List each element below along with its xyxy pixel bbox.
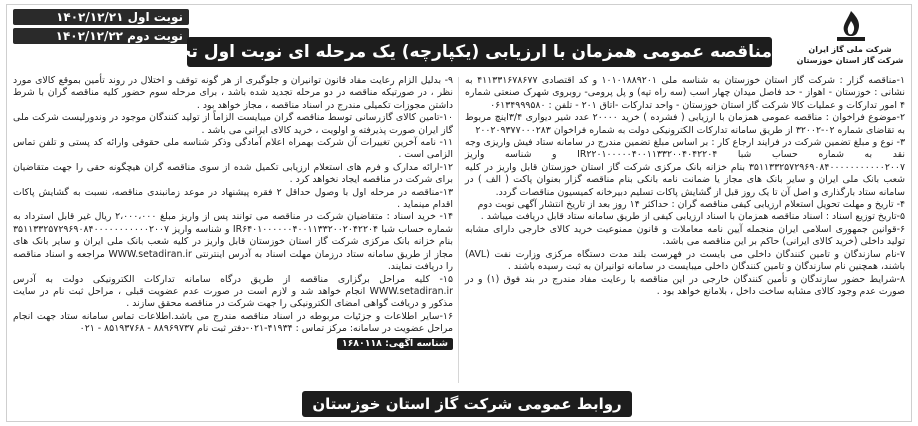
clause-4: ۴- تاریخ و مهلت تحویل استعلام ارزیابی کیفی مناقصه گران : حداکثر ۱۴ روز بعد از تاریخ انتشار آگهی نوبت دوم: [477, 199, 905, 211]
clause-5: ۵-تاریخ توزیع اسناد : اسناد مناقصه همزمان با اسناد ارزیابی کیفی از طریق سامانه ستاد قابل دریافت میباشد .: [480, 211, 905, 223]
first-turn-date: نوبت اول ۱۴۰۲/۱۲/۲۱: [13, 9, 189, 25]
notice-title: مناقصه عمومی همزمان با ارزیابی (یکپارچه) یک مرحله ای نوبت اول تجدید مناقصه: [187, 37, 772, 67]
clause-16: ۱۶-سایر اطلاعات و جزئیات مربوطه در اسناد مناقصه مندرج می باشد.اطلاعات تماس سامانه ستاد جهت انجام مراحل عضویت در سامانه: مرکز تماس : ۴۱۹۳۴-۰۲۱-دفتر ثبت نام ۸۸۹۶۹۷۳۷ - ۸۵۱۹۳۷۶۸ - ۰۲۱: [13, 310, 453, 335]
tender-notice: [6, 4, 912, 422]
public-relations-footer: روابط عمومی شرکت گاز استان خوزستان: [302, 391, 632, 417]
notice-body: [7, 75, 911, 387]
clause-11: ۱۱- نامه آخرین تغییرات آن شرکت بهمراه اعلام آمادگی وذکر شناسه ملی حقوقی وارائه کد پستی و تلفن تماس الزامی است .: [13, 137, 453, 161]
gas-flame-icon: [831, 9, 871, 43]
second-turn-date: نوبت دوم ۱۴۰۲/۱۲/۲۲: [13, 28, 189, 44]
company-logo: [795, 9, 905, 69]
clause-13: ۱۳-مناقصه در مرحله اول با وصول حداقل ۲ فقره پیشنهاد در موعد زمانبندی مناقصه، نسبت به گشایش پاکات اقدام مینماید .: [13, 186, 453, 211]
clause-1: ۱-مناقصه گزار : شرکت گاز استان خوزستان به شناسه ملی ۱۰۱۰۱۸۸۹۲۰۱ و کد اقتصادی ۴۱۱۳۳۱۶۷۸۶۷۷ به نشانی : خوزستان - اهواز - حد فاصل میدان چهار اسب (سه راه تپه) و پل پرومی- روبروی شهرک صنعتی شماره ۴ امور تدارکات و عملیات کالا شرکت گاز استان خوزستان - واحد تدارکات -اتاق ۲۰۱ - تلفن : ۰۶۱۳۴۹۹۹۵۸۰: [465, 75, 905, 111]
clause-7: ۷-نام سازندگان و تامین کنندگان داخلی می بایست در فهرست بلند مدت دستگاه مرکزی وزارت نفت (AVL) باشند، همچنین نام سازندگان و تامین کنندگان داخلی میبایست در سامانه توانیران به ثبت رسیده باشند .: [465, 248, 905, 273]
clause-15: ۱۵- کلیه مراحل برگزاری مناقصه از طریق درگاه سامانه تدارکات الکترونیکی دولت به آدرس WWW.setadiran.ir انجام خواهد شد و لازم است در صورت عدم عضویت قبلی ، مراحل ثبت نام در سایت مذکور و دریافت گواهی امضای الکترونیکی را جهت شرکت در مناقصه محقق سازند .: [13, 273, 453, 310]
clause-14: ۱۴- خرید اسناد : متقاضیان شرکت در مناقصه می توانند پس از واریز مبلغ ۲،۰۰۰،۰۰۰ ریال غیر قابل استرداد به شماره حساب شبا IR۶۴۰۱۰۰۰۰۰۰۴۰۰۱۱۳۳۲۰۰۲۰۴۲۲۰۴ و شناسه واریز ۳۵۱۱۳۳۲۵۷۲۹۶۹۰۸۴۰۰۰۰۰۰۰۰۰۰۰۲۰۰۷ بنام خزانه بانک مرکزی شرکت گاز استان خوزستان قابل واریز در کلیه شعب بانک ملی ایران و سایر بانک های مجاز از طریق سامانه ستاد درزمان مهلت اسناد به آدرس اینترنتی WWW.setadiran.ir مراجعه و اسناد مناقصه را دریافت نمایند.: [13, 211, 453, 273]
clause-6: ۶-قوانین جمهوری اسلامی ایران منجمله آیین نامه معاملات و قانون ممنوعیت خرید کالای خارجی دارای مشابه تولید داخلی (خرید کالای ایرانی) حاکم بر این مناقصه می باشد.: [465, 223, 905, 248]
clause-12: ۱۲-ارائه مدارک و فرم های استعلام ارزیابی تکمیل شده از سوی مناقصه گران هیچگونه حقی را جهت متقاضیان برای شرکت در مناقصه ایجاد نخواهد کرد .: [13, 161, 453, 186]
clause-3: ۳- نوع و مبلغ تضمین شرکت در فرایند ارجاع کار : بر اساس مبلغ تضمین مندرج در سامانه ستاد فیش واریزی وجه نقد به شماره حساب شبا IR۲۲۰۱۰۰۰۰۰۴۰۰۱۱۳۳۲۰۰۴۰۴۲۲۰۴ و شناسه واریز ۳۵۱۱۳۳۲۵۷۲۹۶۹۰۸۴۰۰۰۰۰۰۰۰۰۰۰۲۰۰۷ بنام خزانه بانک مرکزی شرکت گاز استان خوزستان قابل واریز در کلیه شعب بانک ملی ایران و سایر بانک های مجاز یا ضمانت نامه بانکی بنام مناقصه گزار بعنوان پاکت ( الف ) در سامانه ستاد بارگذاری و اصل آن تا یک روز قبل از گشایش پاکات تسلیم دبیرخانه کمیسیون مناقصات گردد.: [465, 137, 905, 198]
right-column: [465, 75, 905, 387]
logo-line-province: شرکت گاز استان خوزستان: [796, 56, 904, 65]
clause-2: ۲-موضوع فراخوان : مناقصه عمومی همزمان با ارزیابی ( فشرده ) خرید ۲۰۰۰۰ عدد شیر دیواری ۳/۴اینچ مربوط به تقاضای شماره ۰۲-۳۲۰۰۲ از طریق سامانه تدارکات الکترونیکی دولت به شماره فراخوان ۲۰۰۲۰۹۳۷۷۰۰۰۲۸۳: [465, 112, 905, 136]
left-column: [13, 75, 453, 387]
clause-10: ۱۰-تامین کالای گازرسانی توسط مناقصه گران میبایست الزاماً از تولید کنندگان موجود در وندورلیست شرکت ملی گاز ایران صورت پذیرفته و اولویت ، خرید کالای ایرانی می باشد .: [13, 112, 453, 136]
ad-id-badge: شناسه آگهی: ۱۶۸۰۱۱۸: [337, 338, 453, 350]
logo-line-company: شرکت ملی گاز ایران: [808, 45, 892, 54]
notice-header: [7, 5, 911, 69]
clause-9: ۹- بدلیل الزام رعایت مفاد قانون توانیران و جلوگیری از هر گونه توقف و اختلال در روند تأمین بموقع کالای مورد نظر ، در صورتیکه مناقصه در دو مرحله تجدید شده باشد ، برای مرحله سوم حضور کلیه مناقصه گران با شرط داشتن مجوزات تکمیلی مندرج در اسناد مناقصه ، مجاز خواهد بود .: [13, 75, 453, 111]
column-divider: [458, 77, 459, 383]
clause-8: ۸-شرایط حضور سازندگان و تأمین کنندگان خارجی در این مناقصه با رعایت مفاد مندرج در بند فوق (۱) و در صورت عدم وجود کالای مشابه ساخت داخل ، بلامانع خواهد بود .: [465, 273, 905, 297]
